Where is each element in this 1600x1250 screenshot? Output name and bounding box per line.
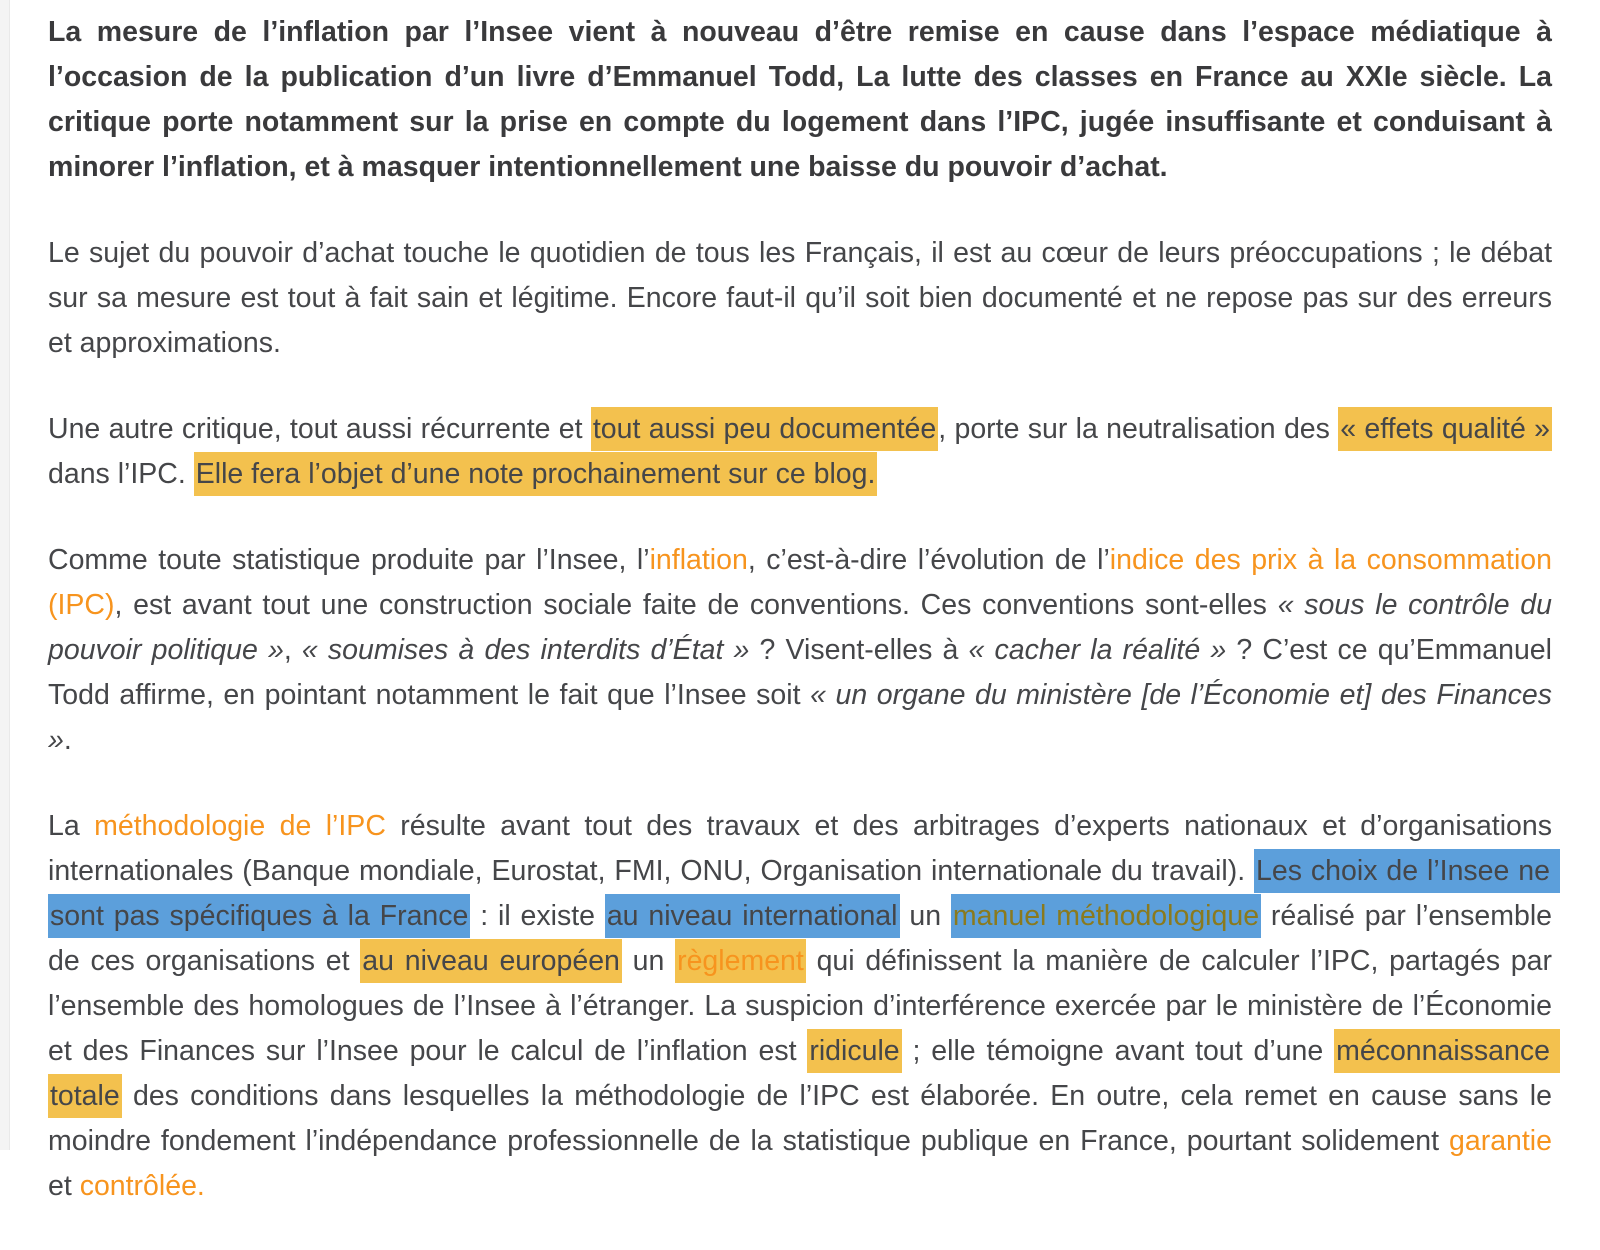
text-run: ? C’est ce qu’Emmanuel Todd affirme, en pointant notamment le fait que l’Insee soit	[48, 634, 1560, 711]
text-run: , porte sur la neutralisation des	[938, 413, 1339, 445]
article-body	[48, 0, 1560, 1250]
text-run: Une autre critique, tout aussi récurrente et	[48, 413, 591, 445]
text-run: des conditions dans lesquelles la méthodologie de l’IPC est élaborée. En outre, cela remet en cause sans le moindre fondement l’indépendance professionnelle de la statistique publique en France, pourtant solidement	[48, 1080, 1560, 1157]
text-run: , c’est-à-dire l’évolution de l’	[747, 544, 1110, 576]
highlight-meconnaissance: méconnaissance totale	[48, 1029, 1560, 1118]
quote-organe-ministere: « un organe du ministère [de l’Économie et] des Finances »	[48, 679, 1560, 756]
link-reglement[interactable]: règlement	[675, 939, 806, 983]
highlight-note-blog: Elle fera l’objet d’une note prochainement sur ce blog.	[194, 452, 878, 496]
highlight-ridicule: ridicule	[807, 1029, 901, 1073]
quote-controle-politique: « sous le contrôle du pouvoir politique »	[48, 589, 1560, 666]
text-run: Comme toute statistique produite par l’Insee, l’	[48, 544, 650, 576]
text-run: : il existe	[470, 900, 605, 932]
paragraph-3	[48, 407, 1560, 497]
link-indice-des-prix[interactable]: indice des prix à la consommation (IPC)	[48, 544, 1560, 621]
text-run: La	[48, 810, 95, 842]
text-run: ? Visent-elles à	[749, 634, 969, 666]
text-run: , est avant tout une construction sociale faite de conventions. Ces conventions sont-elles	[114, 589, 1278, 621]
paragraph-2	[48, 231, 1560, 366]
quote-interdits-etat: « soumises à des interdits d’État »	[301, 634, 750, 666]
text-run: un	[899, 900, 951, 932]
highlight-niveau-europeen: au niveau européen	[360, 939, 622, 983]
text-run: qui définissent la manière de calculer l’IPC, partagés par l’ensemble des homologues de l’Insee à l’étranger. La suspicion d’interférence exercée par le ministère de l’Économie et des Finances sur l’Insee pour le calcul de l’inflation est	[48, 945, 1560, 1067]
text-run: .	[63, 724, 72, 756]
link-inflation[interactable]: inflation	[649, 544, 748, 576]
highlight-effets-qualite: « effets qualité »	[1338, 407, 1552, 451]
highlight-choix-insee: Les choix de l’Insee ne sont pas spécifiques à la France	[48, 849, 1560, 938]
text-run: réalisé par l’ensemble de ces organisations et	[48, 900, 1560, 977]
text-run: dans l’IPC.	[48, 413, 1560, 490]
highlight-peu-documentee: tout aussi peu documentée	[591, 407, 938, 451]
text-run: Le sujet du pouvoir d’achat touche le quotidien de tous les Français, il est au cœur de leurs préoccupations ; le débat sur sa mesure est tout à fait sain et légitime. Encore faut-il qu’il soit bien documenté et ne repose pas sur des erreurs et approximations.	[48, 237, 1560, 359]
link-methodologie-ipc[interactable]: méthodologie de l’IPC	[94, 810, 386, 842]
paragraph-5	[48, 804, 1560, 1209]
intro-text: La mesure de l’inflation par l’Insee vient à nouveau d’être remise en cause dans l’espace médiatique à l’occasion de la publication d’un livre d’Emmanuel Todd, La lutte des classes en France au XXIe siècle. La critique porte notamment sur la prise en compte du logement dans l’IPC, jugée insuffisante et conduisant à minorer l’inflation, et à masquer intentionnellement une baisse du pouvoir d’achat.	[48, 16, 1560, 183]
text-run: ,	[283, 634, 302, 666]
text-run: résulte avant tout des travaux et des arbitrages d’experts nationaux et d’organisations internationales (Banque mondiale, Eurostat, FMI, ONU, Organisation internationale du travail).	[48, 810, 1560, 887]
highlight-niveau-international: au niveau international	[605, 894, 900, 938]
link-garantie[interactable]: garantie	[1449, 1125, 1552, 1157]
link-manuel-methodologique[interactable]: manuel méthodologique	[951, 894, 1261, 938]
quote-cacher-realite: « cacher la réalité »	[968, 634, 1227, 666]
paragraph-1	[48, 10, 1560, 190]
text-run: un	[621, 945, 676, 977]
text-run: et	[48, 1125, 1560, 1202]
text-run: ; elle témoigne avant tout d’une	[901, 1035, 1335, 1067]
paragraph-4	[48, 538, 1560, 763]
page-left-edge	[0, 0, 10, 1150]
link-controlee[interactable]: contrôlée.	[79, 1170, 205, 1202]
